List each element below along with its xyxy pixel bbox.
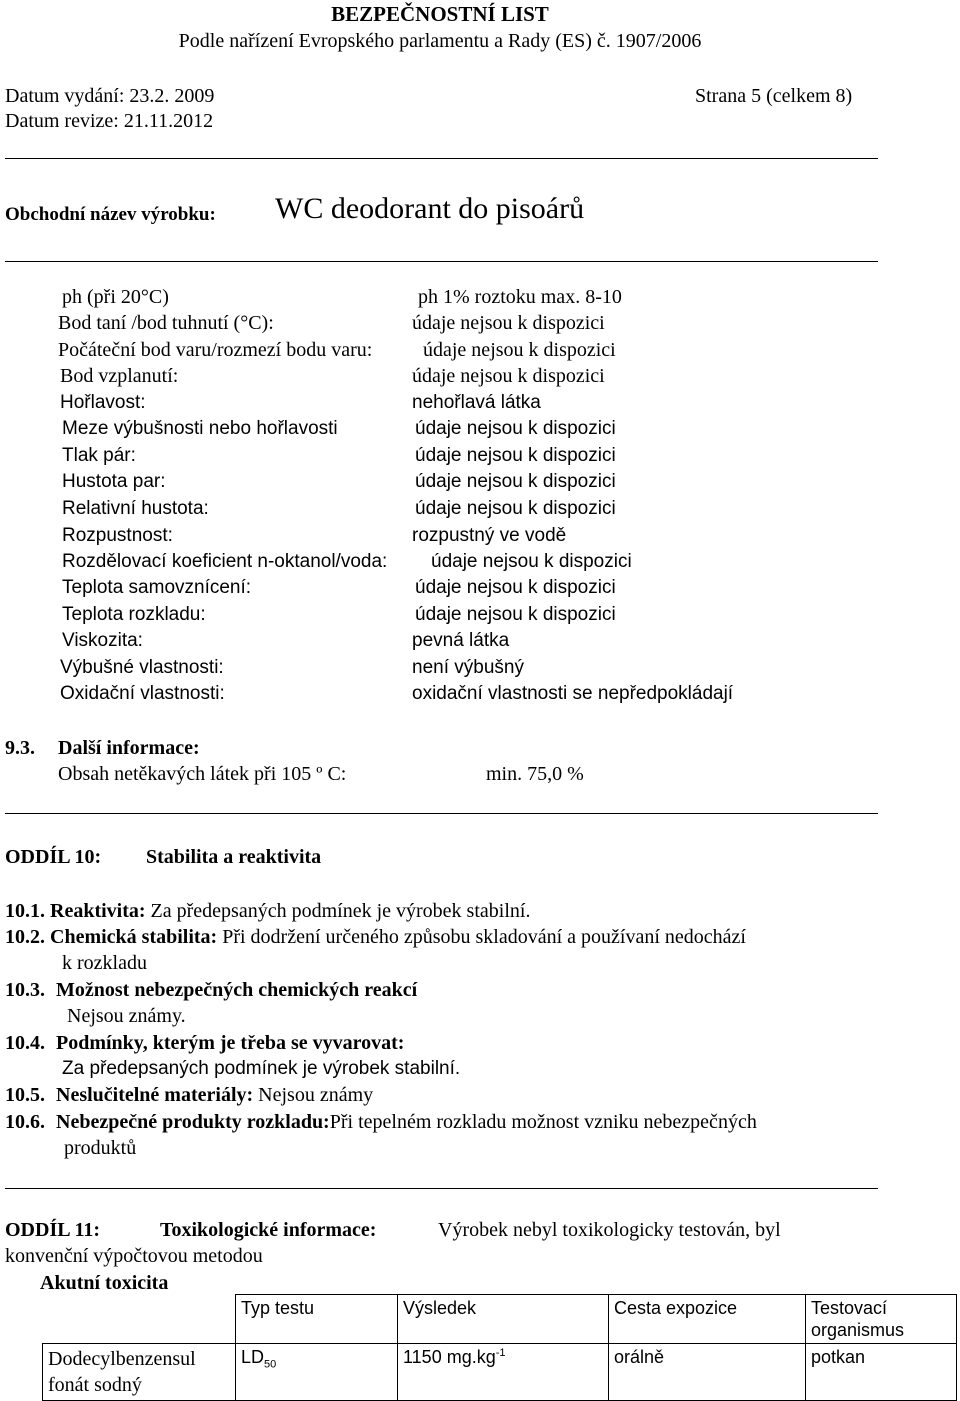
item-continuation: produktů (64, 1137, 137, 1159)
item-number: 10.5. (5, 1084, 45, 1106)
property-label: Počáteční bod varu/rozmezí bodu varu: (58, 339, 373, 361)
section-11-text: Výrobek nebyl toxikologicky testován, byl (438, 1219, 781, 1241)
acute-toxicity-heading: Akutní toxicita (40, 1272, 169, 1294)
property-value: údaje nejsou k dispozici (415, 445, 616, 466)
item-number: 10.1. (5, 900, 45, 922)
item-text: Při dodržení určeného způsobu skladování a používaní nedochází (222, 926, 746, 948)
test-type-subscript: 50 (264, 1358, 277, 1371)
product-divider (5, 261, 878, 262)
item-text: Nejsou známy (258, 1084, 374, 1106)
item-heading: Neslučitelné materiály: (56, 1084, 254, 1106)
column-header: Cesta expozice (609, 1295, 806, 1344)
property-label: Viskozita: (62, 630, 143, 651)
item-text: Za předepsaných podmínek je výrobek stabilní. (150, 900, 531, 922)
revision-date: Datum revize: 21.11.2012 (5, 110, 214, 132)
item-10-6 (5, 1112, 757, 1132)
property-value: ph 1% roztoku max. 8-10 (418, 286, 622, 308)
property-value: údaje nejsou k dispozici (415, 418, 616, 439)
item-number: 10.6. (5, 1111, 45, 1133)
property-label: Výbušné vlastnosti: (60, 657, 224, 678)
item-10-4 (5, 1033, 404, 1053)
item-heading: Podmínky, kterým je třeba se vyvarovat: (56, 1032, 405, 1054)
item-continuation: Nejsou známy. (67, 1005, 186, 1027)
property-label: Meze výbušnosti nebo hořlavosti (62, 418, 338, 439)
property-value: údaje nejsou k dispozici (415, 604, 616, 625)
section-11-text-continuation: konvenční výpočtovou metodou (5, 1245, 263, 1267)
section-11-number: ODDÍL 11: (5, 1219, 101, 1241)
table-row (43, 1344, 957, 1401)
test-type-text: LD (241, 1347, 265, 1367)
property-value: pevná látka (412, 630, 510, 651)
property-label: Hořlavost: (60, 392, 146, 413)
property-label: Bod taní /bod tuhnutí (°C): (58, 312, 274, 334)
property-value: nehořlavá látka (412, 392, 541, 413)
property-value: údaje nejsou k dispozici (412, 365, 605, 387)
nonvolatile-label: Obsah netěkavých látek při 105 º C: (58, 763, 347, 785)
section-heading: Další informace: (58, 737, 200, 759)
property-value: údaje nejsou k dispozici (415, 471, 616, 492)
section-10-number: ODDÍL 10: (5, 846, 102, 868)
item-number: 10.3. (5, 979, 45, 1001)
page-number: Strana 5 (celkem 8) (695, 85, 853, 107)
item-10-2 (5, 927, 746, 947)
item-heading: Nebezpečné produkty rozkladu: (56, 1111, 330, 1133)
property-label: Teplota rozkladu: (62, 604, 206, 625)
property-value: údaje nejsou k dispozici (415, 498, 616, 519)
column-header: Typ testu (236, 1295, 398, 1344)
property-value: údaje nejsou k dispozici (415, 577, 616, 598)
item-text: Při tepelném rozkladu možnost vzniku nebezpečných (329, 1111, 757, 1133)
substance-cell: Dodecylbenzensul fonát sodný (43, 1344, 236, 1401)
nonvolatile-value: min. 75,0 % (486, 763, 584, 785)
property-value: údaje nejsou k dispozici (431, 551, 632, 572)
property-label: Hustota par: (62, 471, 166, 492)
table-corner-cell (43, 1295, 236, 1344)
property-value: není výbušný (412, 657, 524, 678)
property-label: Oxidační vlastnosti: (60, 683, 225, 704)
item-number: 10.2. (5, 926, 45, 948)
property-label: Bod vzplanutí: (60, 365, 179, 387)
product-label: Obchodní název výrobku: (5, 204, 216, 225)
item-heading: Reaktivita: (50, 900, 146, 922)
organism-cell: potkan (806, 1344, 957, 1401)
property-label: Rozdělovací koeficient n-oktanol/voda: (62, 551, 388, 572)
issue-date: Datum vydání: 23.2. 2009 (5, 85, 215, 107)
toxicity-table (42, 1294, 957, 1401)
test-type-cell (236, 1344, 398, 1401)
item-10-5 (5, 1085, 373, 1105)
property-label: ph (při 20°C) (62, 286, 169, 308)
property-label: Tlak pár: (62, 445, 136, 466)
result-text: 1150 mg.kg (403, 1347, 496, 1367)
section-10-title: Stabilita a reaktivita (146, 846, 322, 868)
property-value: údaje nejsou k dispozici (412, 312, 605, 334)
item-10-3 (5, 980, 417, 1000)
section-divider (5, 1188, 878, 1189)
column-header: Výsledek (398, 1295, 609, 1344)
item-number: 10.4. (5, 1032, 45, 1054)
property-label: Teplota samovznícení: (62, 577, 252, 598)
property-value: oxidační vlastnosti se nepředpokládají (412, 683, 734, 704)
result-cell (398, 1344, 609, 1401)
document-title: BEZPEČNOSTNÍ LIST (331, 2, 549, 26)
property-label: Relativní hustota: (62, 498, 209, 519)
section-number: 9.3. (5, 737, 35, 759)
header-divider (5, 158, 878, 159)
item-heading: Chemická stabilita: (50, 926, 218, 948)
result-superscript: -1 (495, 1347, 506, 1359)
item-continuation: k rozkladu (62, 952, 147, 974)
column-header: Testovací organismus (806, 1295, 957, 1344)
product-name: WC deodorant do pisoárů (275, 192, 585, 225)
item-10-1 (5, 901, 530, 921)
item-continuation: Za předepsaných podmínek je výrobek stabilní. (62, 1058, 461, 1079)
section-11-title: Toxikologické informace: (160, 1219, 377, 1241)
property-value: rozpustný ve vodě (412, 525, 567, 546)
route-cell: orálně (609, 1344, 806, 1401)
table-header-row (43, 1295, 957, 1344)
section-divider (5, 813, 878, 814)
regulation-subtitle: Podle nařízení Evropského parlamentu a Rady (ES) č. 1907/2006 (178, 30, 702, 52)
property-label: Rozpustnost: (62, 525, 173, 546)
property-value: údaje nejsou k dispozici (423, 339, 616, 361)
item-heading: Možnost nebezpečných chemických reakcí (56, 979, 418, 1001)
